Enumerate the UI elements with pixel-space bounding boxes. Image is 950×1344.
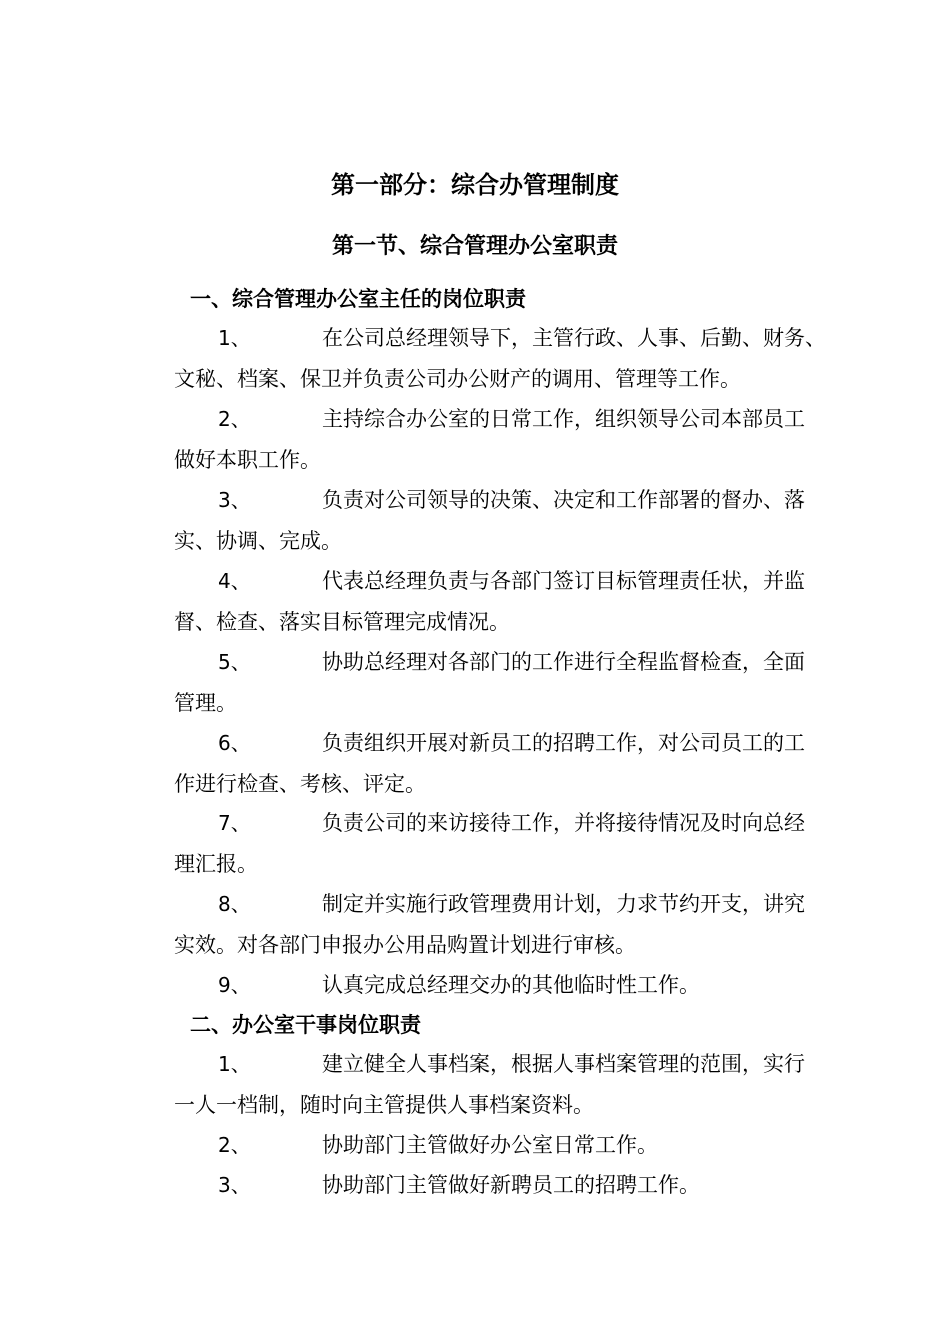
item-number: 4、 xyxy=(218,569,251,593)
item-number: 5、 xyxy=(218,650,251,674)
list-item xyxy=(174,884,814,965)
list-item xyxy=(174,1165,814,1206)
item-text-line2: 督、检查、落实目标管理完成情况。 xyxy=(174,609,510,634)
item-text-line2: 实效。对各部门申报办公用品购置计划进行审核。 xyxy=(174,932,636,957)
item-text-line2: 理汇报。 xyxy=(174,851,258,876)
item-number: 7、 xyxy=(218,811,251,835)
item-text-line1: 在公司总经理领导下，主管行政、人事、后勤、财务、 xyxy=(322,326,826,350)
list-item xyxy=(174,965,814,1006)
list-item xyxy=(174,1125,814,1166)
item-text-line1: 制定并实施行政管理费用计划，力求节约开支，讲究 xyxy=(322,892,805,916)
list-item xyxy=(174,399,814,480)
list-item xyxy=(174,1044,814,1125)
item-text-line1: 认真完成总经理交办的其他临时性工作。 xyxy=(322,973,700,997)
item-number: 2、 xyxy=(218,407,251,431)
item-text-line2: 做好本职工作。 xyxy=(174,447,321,472)
item-text-line1: 协助部门主管做好办公室日常工作。 xyxy=(322,1133,658,1157)
item-text-line2: 一人一档制，随时向主管提供人事档案资料。 xyxy=(174,1092,594,1117)
item-text-line1: 代表总经理负责与各部门签订目标管理责任状，并监 xyxy=(322,569,805,593)
item-number: 2、 xyxy=(218,1133,251,1157)
item-number: 3、 xyxy=(218,488,251,512)
section-heading-clerk: 二、办公室干事岗位职责 xyxy=(190,1013,421,1037)
item-text-line1: 协助部门主管做好新聘员工的招聘工作。 xyxy=(322,1173,700,1197)
item-text-line1: 负责公司的来访接待工作，并将接待情况及时向总经 xyxy=(322,811,805,835)
item-text-line2: 管理。 xyxy=(174,690,237,715)
item-text-line1: 主持综合办公室的日常工作，组织领导公司本部员工 xyxy=(322,407,805,431)
item-text-line1: 负责对公司领导的决策、决定和工作部署的督办、落 xyxy=(322,488,805,512)
item-number: 1、 xyxy=(218,1052,251,1076)
list-item xyxy=(174,642,814,723)
item-text-line1: 协助总经理对各部门的工作进行全程监督检查，全面 xyxy=(322,650,805,674)
document-title: 第一部分：综合办管理制度 xyxy=(331,171,619,199)
item-number: 6、 xyxy=(218,731,251,755)
list-item xyxy=(174,480,814,561)
item-text-line2: 作进行检查、考核、评定。 xyxy=(174,771,426,796)
item-text-line1: 负责组织开展对新员工的招聘工作，对公司员工的工 xyxy=(322,731,805,755)
item-text-line2: 实、协调、完成。 xyxy=(174,528,342,553)
document-subtitle: 第一节、综合管理办公室职责 xyxy=(331,234,618,259)
item-text-line2: 文秘、档案、保卫并负责公司办公财产的调用、管理等工作。 xyxy=(174,366,741,391)
item-number: 1、 xyxy=(218,326,251,350)
section-heading-director: 一、综合管理办公室主任的岗位职责 xyxy=(190,287,526,311)
list-item xyxy=(174,803,814,884)
item-number: 3、 xyxy=(218,1173,251,1197)
item-number: 9、 xyxy=(218,973,251,997)
item-number: 8、 xyxy=(218,892,251,916)
item-text-line1: 建立健全人事档案，根据人事档案管理的范围，实行 xyxy=(322,1052,805,1076)
list-item xyxy=(174,318,826,399)
list-item xyxy=(174,561,814,642)
list-item xyxy=(174,723,814,804)
